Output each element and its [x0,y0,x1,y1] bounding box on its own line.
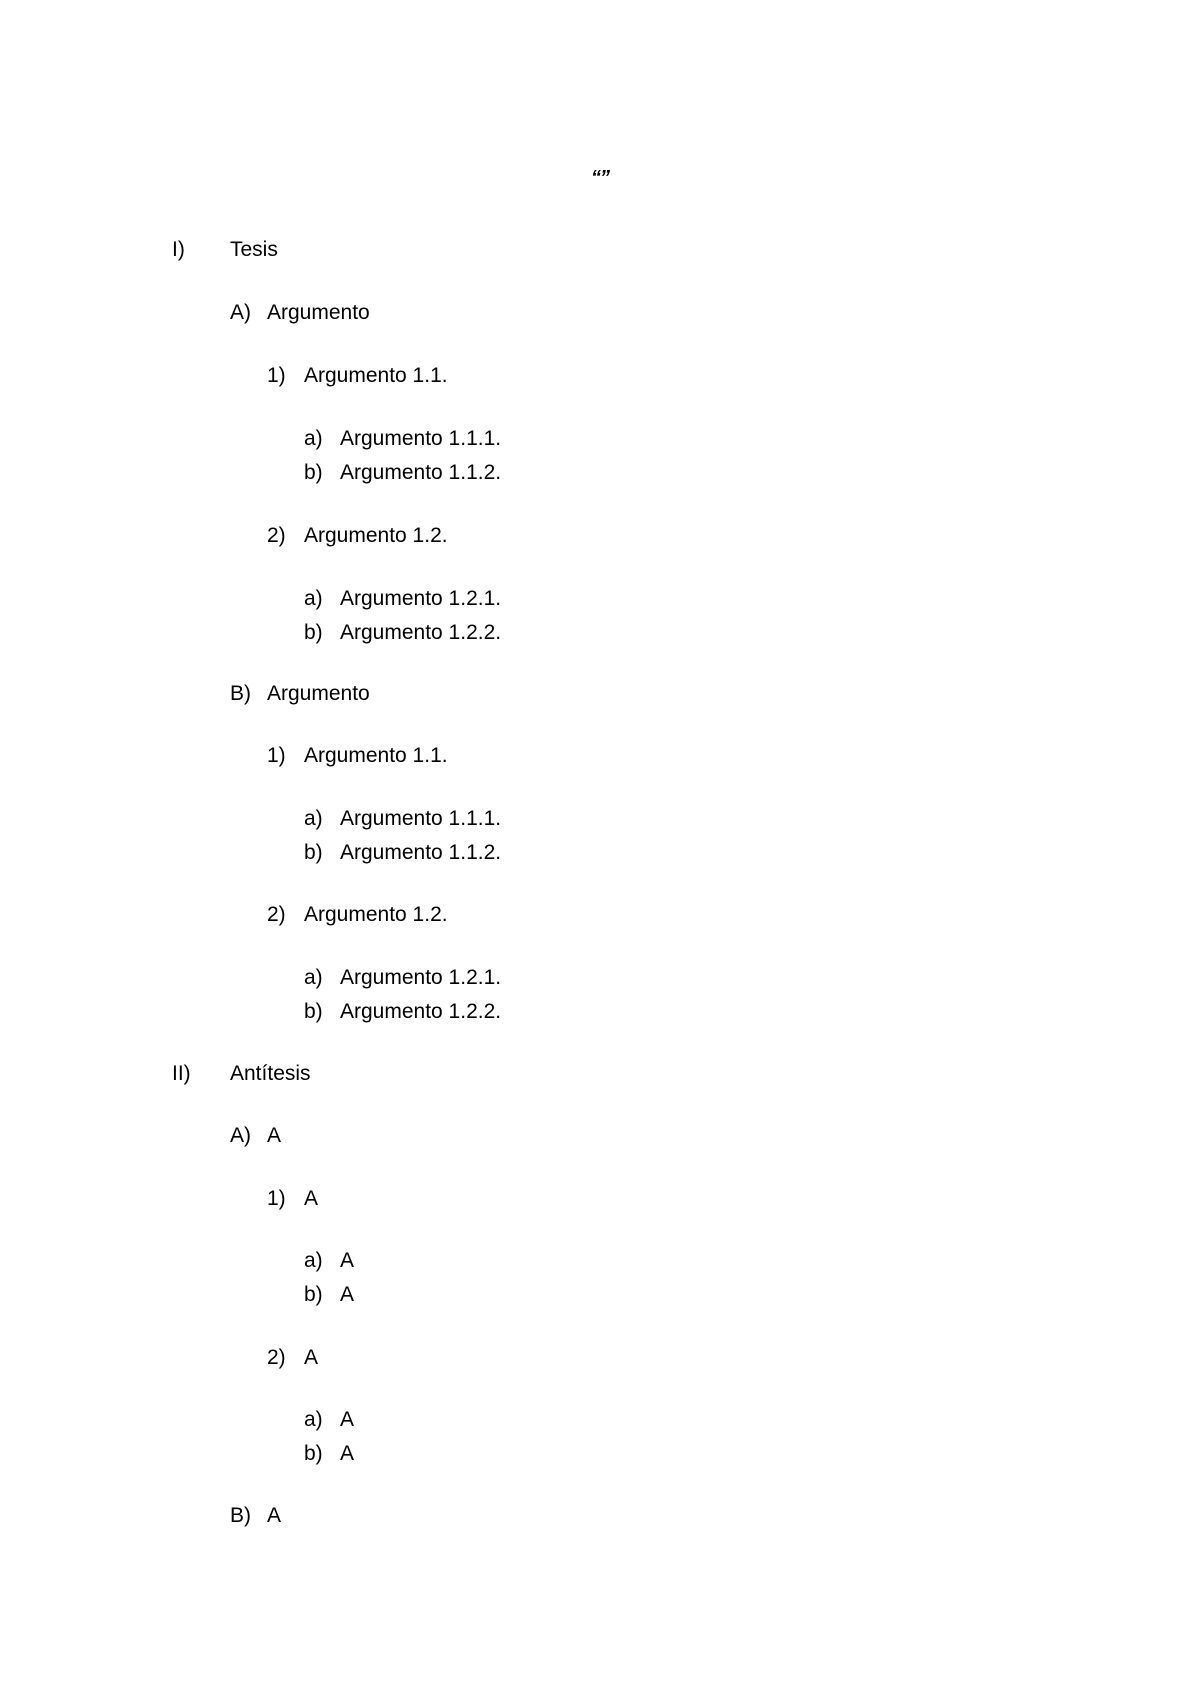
title-quote-mark: “” [591,167,609,189]
outline-marker: I) [172,238,185,261]
outline-text: Argumento 1.2.2. [340,1000,502,1023]
outline-text: A [340,1408,355,1431]
outline-text: Argumento 1.2.2. [340,621,502,644]
outline-text: A [304,1346,319,1369]
outline-marker: a) [304,807,323,830]
outline-marker: 2) [267,1346,286,1369]
outline-marker: a) [304,427,323,450]
outline-marker: 1) [267,1187,286,1210]
outline-text: Antítesis [230,1062,311,1085]
outline-marker: 1) [267,744,286,767]
outline-text: Argumento 1.2. [304,903,448,926]
outline-text: A [304,1187,319,1210]
outline-text: A [340,1249,355,1272]
outline-marker: B) [230,682,251,705]
outline-marker: 1) [267,364,286,387]
outline-marker: B) [230,1504,251,1527]
outline-text: A [340,1442,355,1465]
outline-marker: a) [304,587,323,610]
outline-text: Argumento 1.2.1. [340,966,502,989]
outline-text: A [267,1124,282,1147]
outline-text: Argumento 1.1.1. [340,807,502,830]
outline-marker: A) [230,1124,251,1147]
outline-text: Argumento 1.1. [304,364,448,387]
outline-text: Argumento [267,682,370,705]
outline-marker: A) [230,301,251,324]
outline-text: Argumento [267,301,370,324]
outline-marker: b) [304,1000,323,1023]
outline-marker: II) [172,1062,191,1085]
outline-marker: b) [304,461,323,484]
outline-marker: 2) [267,903,286,926]
outline-text: A [340,1283,355,1306]
outline-marker: b) [304,1442,323,1465]
outline-text: Argumento 1.1. [304,744,448,767]
outline-marker: a) [304,1249,323,1272]
outline-text: A [267,1504,282,1527]
outline-text: Argumento 1.2. [304,524,448,547]
outline-marker: b) [304,841,323,864]
outline-text: Argumento 1.2.1. [340,587,502,610]
outline-text: Argumento 1.1.2. [340,841,502,864]
outline-marker: 2) [267,524,286,547]
outline-marker: a) [304,966,323,989]
outline-marker: b) [304,621,323,644]
outline-text: Tesis [230,238,278,261]
outline-marker: a) [304,1408,323,1431]
outline-text: Argumento 1.1.2. [340,461,502,484]
outline-marker: b) [304,1283,323,1306]
outline-text: Argumento 1.1.1. [340,427,502,450]
